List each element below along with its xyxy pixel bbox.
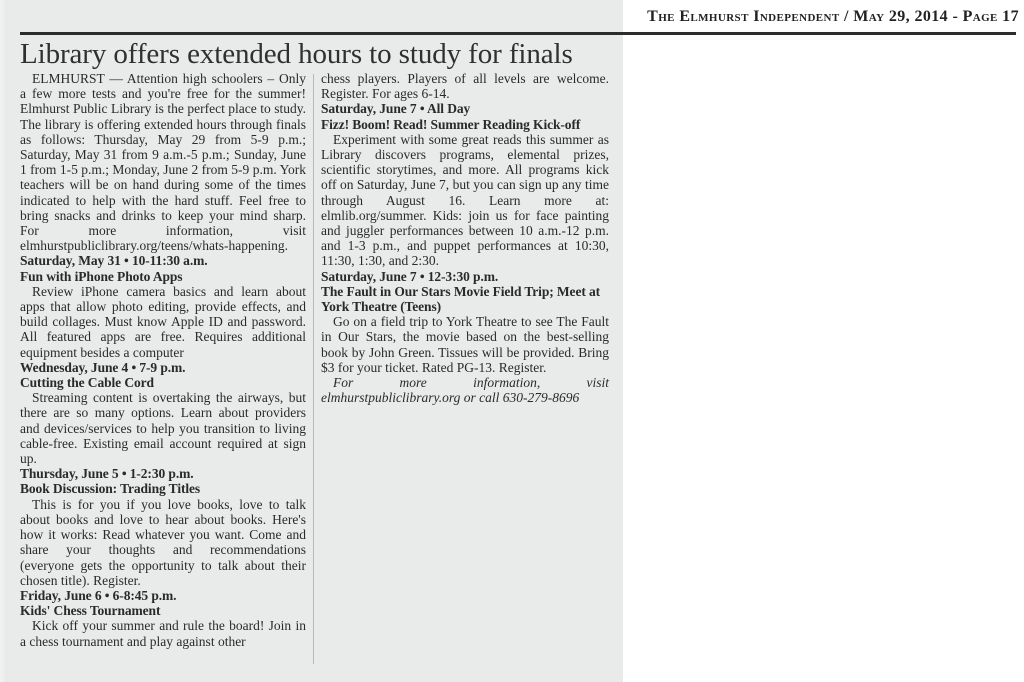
event-description-continued: chess players. Players of all levels are welcome. Register. For ages 6-14. (321, 71, 609, 102)
article-column-1 (20, 71, 306, 649)
header-rule (20, 32, 1016, 35)
event-title: Cutting the Cable Cord (20, 375, 154, 391)
event-description: Experiment with some great reads this summer as Library discovers programs, elemental prizes, scientific storytimes, and more. All programs kick off on Saturday, June 7, but you can sign up any time through August 16. Learn more at: elmlib.org/summer. Kids: join us for face painting and juggler performances between 10 a.m.-12 p.m. and 1-3 p.m., and puppet performances at 10:30, 11:30, 1:30, and 2:30. (321, 131, 609, 269)
intro-paragraph: ELMHURST — Attention high schoolers – Only a few more tests and you're free for the summer! Elmhurst Public Library is the perfect place to study. The library is offering extended hours through finals as follows: Thursday, May 29 from 5-9 p.m.; Saturday, May 31 from 9 a.m.-5 p.m.; Sunday, June 1 from 1-5 p.m.; Monday, June 2 from 5-9 p.m. York teachers will be on hand during some of the times indicated to help with the hard stuff. Feel free to bring snacks and drinks to keep your mind sharp. For more information, visit elmhurstpubliclibrary.org/teens/whats-happening. (20, 71, 306, 254)
event-description: Streaming content is overtaking the airways, but there are so many options. Learn about providers and devices/services to help you transition to living cable-free. Existing email account required at sign up. (20, 390, 306, 467)
page-header: The Elmhurst Independent / May 29, 2014 - Page 17 (647, 8, 1019, 25)
event-date: Saturday, June 7 • 12-3:30 p.m. (321, 268, 499, 284)
event-description: Kick off your summer and rule the board! Join in a chess tournament and play against other (20, 618, 306, 649)
event-date: Saturday, May 31 • 10-11:30 a.m. (20, 253, 208, 269)
event-title: Fun with iPhone Photo Apps (20, 268, 183, 284)
event-description: Go on a field trip to York Theatre to see The Fault in Our Stars, the movie based on the best-selling book by John Green. Tissues will be provided. Bring $3 for your ticket. Rated PG-13. Register. (321, 314, 609, 375)
event-date: Saturday, June 7 • All Day (321, 101, 471, 117)
event-date: Wednesday, June 4 • 7-9 p.m. (20, 359, 186, 375)
column-divider (313, 74, 314, 664)
event-title: Fizz! Boom! Read! Summer Reading Kick-off (321, 116, 581, 132)
article-column-2 (321, 71, 609, 405)
event-description: This is for you if you love books, love to talk about books and love to hear about books. Here's how it works: Read whatever you want. Come and share your thoughts and recommendations (everyone gets the opportunity to talk about their chosen title). Register. (20, 496, 306, 588)
event-date: Thursday, June 5 • 1-2:30 p.m. (20, 466, 194, 482)
contact-note: For more information, visit elmhurstpubliclibrary.org or call 630-279-8696 (321, 375, 609, 406)
event-description: Review iPhone camera basics and learn about apps that allow photo editing, provide effects, and build collages. Must know Apple ID and password. All featured apps are free. Requires additional equipment besides a computer (20, 283, 306, 360)
article-headline: Library offers extended hours to study for finals (20, 38, 573, 70)
event-title: The Fault in Our Stars Movie Field Trip; Meet at York Theatre (Teens) (321, 283, 601, 315)
event-title: Book Discussion: Trading Titles (20, 481, 201, 497)
event-title: Kids' Chess Tournament (20, 603, 161, 619)
event-date: Friday, June 6 • 6-8:45 p.m. (20, 587, 177, 603)
